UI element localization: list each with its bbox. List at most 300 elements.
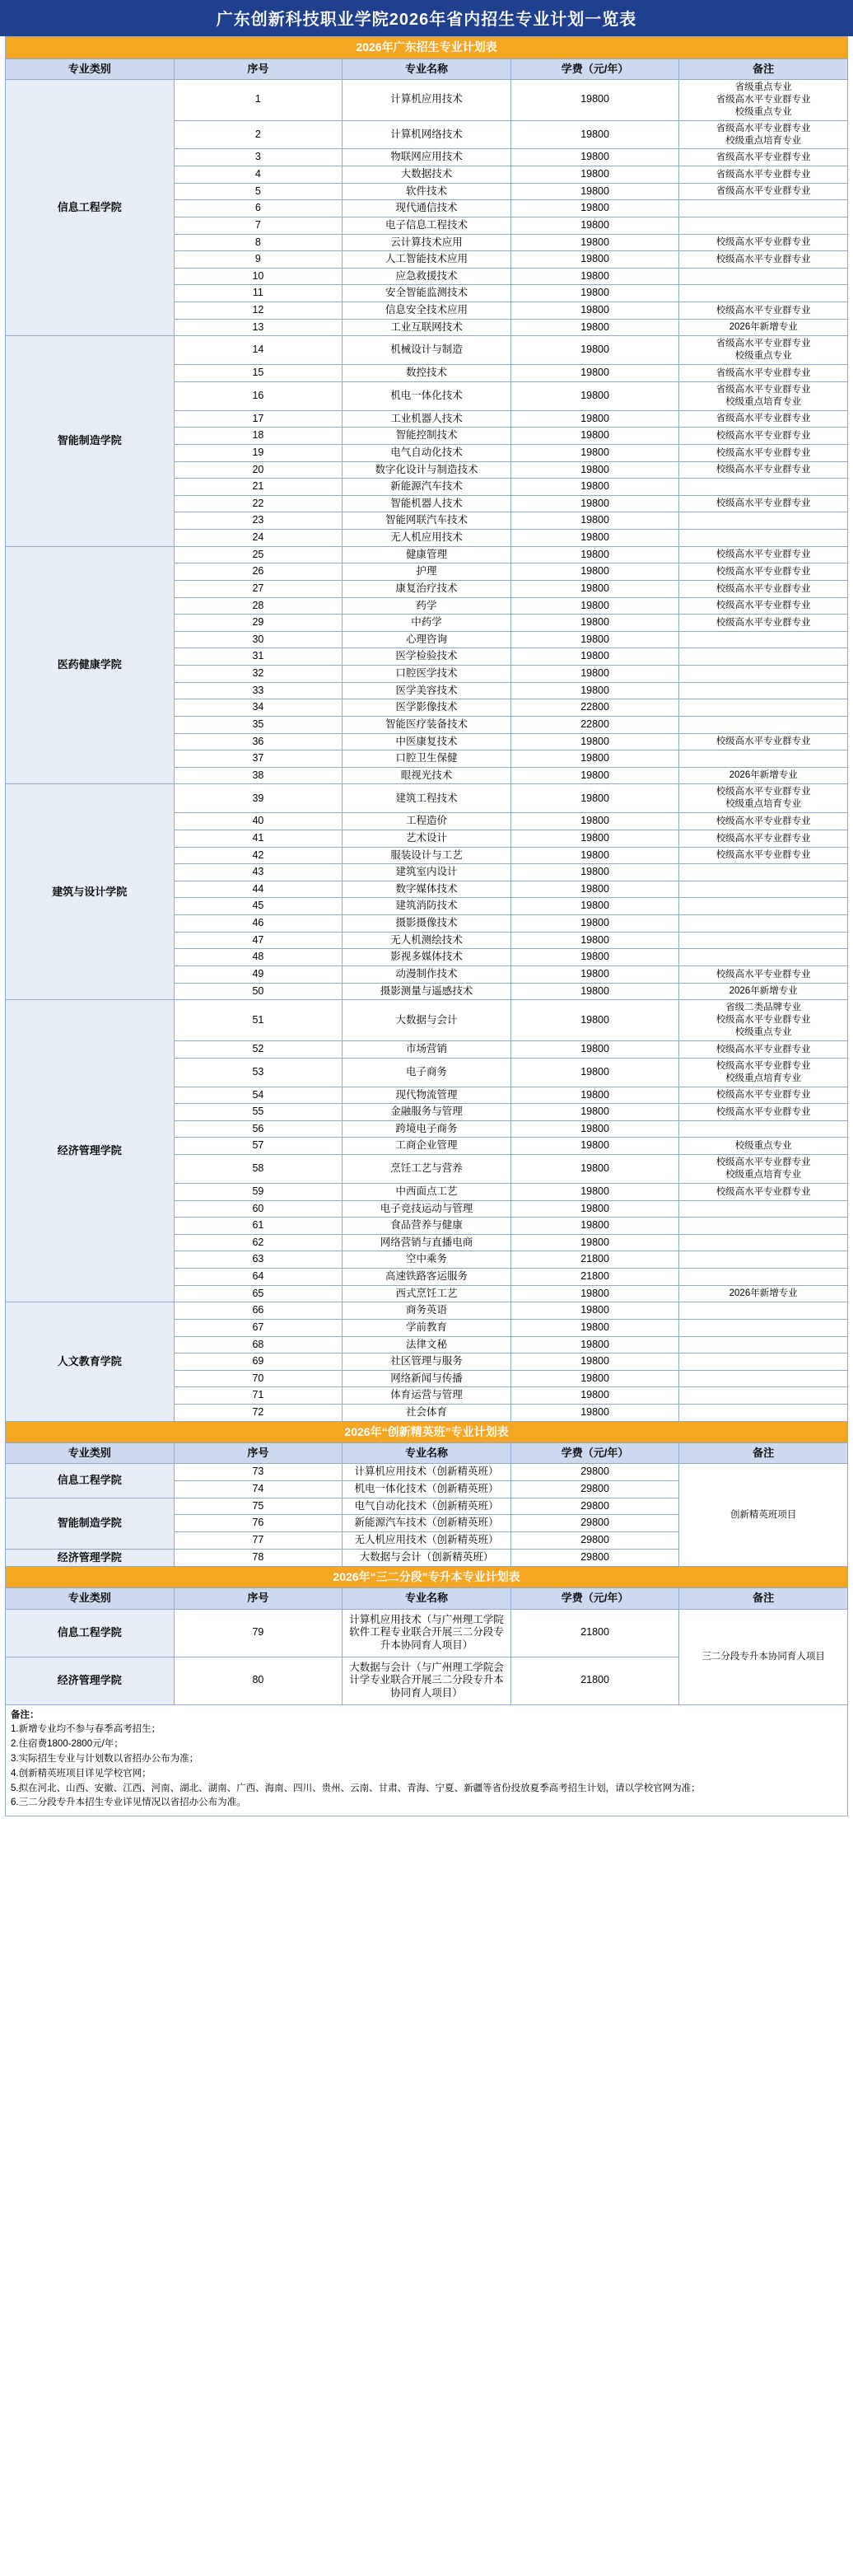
row-remark: 2026年新增专业 <box>679 983 848 1000</box>
row-name: 眼视光技术 <box>343 767 511 784</box>
row-fee: 19800 <box>510 983 679 1000</box>
row-no: 56 <box>174 1120 343 1138</box>
row-remark <box>679 915 848 933</box>
row-name: 中药学 <box>343 615 511 632</box>
row-fee: 19800 <box>510 767 679 784</box>
row-fee: 19800 <box>510 813 679 830</box>
row-no: 77 <box>174 1531 343 1549</box>
header-name: 专业名称 <box>343 1588 511 1609</box>
row-fee: 19800 <box>510 217 679 234</box>
row-fee: 19800 <box>510 631 679 648</box>
section-header-row <box>6 37 848 59</box>
row-name: 高速铁路客运服务 <box>343 1269 511 1286</box>
column-header-row-sed <box>6 1588 848 1609</box>
row-no: 11 <box>174 285 343 302</box>
row-name: 计算机网络技术 <box>343 120 511 149</box>
row-name: 市场营销 <box>343 1041 511 1059</box>
row-remark: 2026年新增专业 <box>679 767 848 784</box>
row-name: 无人机应用技术 <box>343 530 511 547</box>
row-remark <box>679 881 848 898</box>
row-name: 大数据与会计（与广州理工学院会计学专业联合开展三二分段专升本协同育人项目） <box>343 1657 511 1704</box>
row-no: 7 <box>174 217 343 234</box>
row-fee: 19800 <box>510 530 679 547</box>
row-fee: 19800 <box>510 428 679 445</box>
row-remark <box>679 716 848 733</box>
row-no: 10 <box>174 268 343 285</box>
header-no: 序号 <box>174 1443 343 1464</box>
category-cell: 信息工程学院 <box>6 1464 175 1498</box>
row-fee: 19800 <box>510 120 679 149</box>
row-name: 护理 <box>343 563 511 581</box>
row-fee: 29800 <box>510 1531 679 1549</box>
row-remark <box>679 1387 848 1405</box>
row-name: 应急救援技术 <box>343 268 511 285</box>
row-name: 新能源汽车技术 <box>343 479 511 496</box>
row-remark: 省级高水平专业群专业 <box>679 183 848 200</box>
row-fee: 19800 <box>510 381 679 410</box>
row-remark: 省级高水平专业群专业 <box>679 166 848 184</box>
row-fee: 19800 <box>510 512 679 530</box>
row-name: 工商企业管理 <box>343 1138 511 1155</box>
row-remark: 校级重点专业 <box>679 1138 848 1155</box>
row-no: 63 <box>174 1251 343 1269</box>
row-fee: 19800 <box>510 302 679 320</box>
row-no: 33 <box>174 682 343 699</box>
row-name: 建筑工程技术 <box>343 784 511 813</box>
row-remark <box>679 682 848 699</box>
header-fee: 学费（元/年） <box>510 58 679 79</box>
row-remark: 校级高水平专业群专业 <box>679 461 848 479</box>
note-item: 3.实际招生专业与计划数以省招办公布为准； <box>11 1753 199 1764</box>
row-name: 艺术设计 <box>343 830 511 847</box>
row-fee: 19800 <box>510 1302 679 1320</box>
category-cell: 信息工程学院 <box>6 1609 175 1657</box>
row-no: 66 <box>174 1302 343 1320</box>
row-name: 云计算技术应用 <box>343 234 511 251</box>
row-fee: 19800 <box>510 750 679 768</box>
header-remark: 备注 <box>679 58 848 79</box>
table-row <box>6 1464 848 1481</box>
row-remark: 校级高水平专业群专业 校级重点培育专业 <box>679 784 848 813</box>
row-name: 商务英语 <box>343 1302 511 1320</box>
row-name: 大数据技术 <box>343 166 511 184</box>
row-no: 9 <box>174 251 343 269</box>
row-remark: 校级高水平专业群专业 <box>679 302 848 320</box>
row-remark: 校级高水平专业群专业 校级重点培育专业 <box>679 1155 848 1184</box>
row-fee: 19800 <box>510 1336 679 1353</box>
row-no: 68 <box>174 1336 343 1353</box>
category-cell: 经济管理学院 <box>6 1549 175 1566</box>
row-no: 37 <box>174 750 343 768</box>
row-remark: 创新精英班项目 <box>679 1464 848 1566</box>
row-fee: 19800 <box>510 444 679 461</box>
row-name: 电子信息工程技术 <box>343 217 511 234</box>
row-no: 58 <box>174 1155 343 1184</box>
row-fee: 19800 <box>510 682 679 699</box>
row-name: 数字媒体技术 <box>343 881 511 898</box>
row-remark <box>679 932 848 949</box>
row-no: 72 <box>174 1405 343 1422</box>
row-fee: 29800 <box>510 1549 679 1566</box>
row-remark <box>679 1200 848 1218</box>
row-remark <box>679 1302 848 1320</box>
row-no: 67 <box>174 1319 343 1336</box>
row-remark: 校级高水平专业群专业 <box>679 830 848 847</box>
row-fee: 19800 <box>510 1104 679 1121</box>
row-no: 23 <box>174 512 343 530</box>
row-remark <box>679 648 848 666</box>
row-fee: 19800 <box>510 479 679 496</box>
row-no: 38 <box>174 767 343 784</box>
row-no: 6 <box>174 200 343 217</box>
row-no: 28 <box>174 597 343 615</box>
row-no: 79 <box>174 1609 343 1657</box>
row-no: 60 <box>174 1200 343 1218</box>
row-name: 医学影像技术 <box>343 699 511 717</box>
row-remark: 校级高水平专业群专业 <box>679 847 848 864</box>
row-name: 智能网联汽车技术 <box>343 512 511 530</box>
row-no: 27 <box>174 580 343 597</box>
row-name: 金融服务与管理 <box>343 1104 511 1121</box>
section-title-sanerduan: 2026年“三二分段”专升本专业计划表 <box>6 1566 848 1588</box>
row-name: 软件技术 <box>343 183 511 200</box>
category-cell: 医药健康学院 <box>6 546 175 784</box>
row-no: 3 <box>174 149 343 166</box>
row-fee: 19800 <box>510 666 679 683</box>
row-remark <box>679 1336 848 1353</box>
row-name: 机械设计与制造 <box>343 336 511 365</box>
row-remark: 校级高水平专业群专业 <box>679 1104 848 1121</box>
row-name: 建筑消防技术 <box>343 898 511 915</box>
section-header-row-elite <box>6 1421 848 1443</box>
row-no: 5 <box>174 183 343 200</box>
row-remark <box>679 530 848 547</box>
row-fee: 19800 <box>510 410 679 428</box>
header-no: 序号 <box>174 1588 343 1609</box>
row-name: 健康管理 <box>343 546 511 563</box>
row-remark <box>679 750 848 768</box>
row-remark: 校级高水平专业群专业 <box>679 1041 848 1059</box>
row-fee: 19800 <box>510 79 679 120</box>
row-fee: 19800 <box>510 1405 679 1422</box>
row-no: 25 <box>174 546 343 563</box>
row-remark: 省级高水平专业群专业 <box>679 365 848 382</box>
row-no: 26 <box>174 563 343 581</box>
category-cell: 建筑与设计学院 <box>6 784 175 1000</box>
row-name: 网络营销与直播电商 <box>343 1234 511 1251</box>
row-name: 电气自动化技术（创新精英班） <box>343 1498 511 1515</box>
row-fee: 19800 <box>510 1387 679 1405</box>
row-fee: 22800 <box>510 699 679 717</box>
row-no: 43 <box>174 864 343 881</box>
row-name: 智能机器人技术 <box>343 495 511 512</box>
row-fee: 19800 <box>510 784 679 813</box>
table-row <box>6 546 848 563</box>
row-fee: 19800 <box>510 965 679 983</box>
row-fee: 19800 <box>510 166 679 184</box>
row-no: 75 <box>174 1498 343 1515</box>
row-remark <box>679 1370 848 1387</box>
row-fee: 19800 <box>510 1200 679 1218</box>
category-cell: 智能制造学院 <box>6 336 175 546</box>
row-no: 24 <box>174 530 343 547</box>
row-fee: 19800 <box>510 932 679 949</box>
row-no: 51 <box>174 1000 343 1041</box>
row-fee: 19800 <box>510 915 679 933</box>
row-fee: 29800 <box>510 1464 679 1481</box>
row-remark: 校级高水平专业群专业 <box>679 733 848 750</box>
row-remark: 校级高水平专业群专业 <box>679 546 848 563</box>
row-fee: 19800 <box>510 1155 679 1184</box>
row-remark: 校级高水平专业群专业 校级重点培育专业 <box>679 1058 848 1087</box>
row-fee: 29800 <box>510 1515 679 1532</box>
header-fee: 学费（元/年） <box>510 1588 679 1609</box>
row-fee: 19800 <box>510 200 679 217</box>
row-fee: 19800 <box>510 580 679 597</box>
table-row <box>6 1609 848 1657</box>
row-name: 电子商务 <box>343 1058 511 1087</box>
row-remark: 校级高水平专业群专业 <box>679 580 848 597</box>
row-remark: 省级重点专业 省级高水平专业群专业 校级重点专业 <box>679 79 848 120</box>
row-no: 48 <box>174 949 343 966</box>
header-name: 专业名称 <box>343 1443 511 1464</box>
row-remark: 校级高水平专业群专业 <box>679 444 848 461</box>
row-no: 32 <box>174 666 343 683</box>
row-name: 计算机应用技术（创新精英班） <box>343 1464 511 1481</box>
row-name: 口腔医学技术 <box>343 666 511 683</box>
row-name: 康复治疗技术 <box>343 580 511 597</box>
row-name: 现代通信技术 <box>343 200 511 217</box>
row-fee: 19800 <box>510 251 679 269</box>
row-name: 信息安全技术应用 <box>343 302 511 320</box>
section-title-main: 2026年广东招生专业计划表 <box>6 37 848 59</box>
notes-block <box>5 1705 848 1817</box>
row-no: 46 <box>174 915 343 933</box>
row-no: 29 <box>174 615 343 632</box>
row-no: 2 <box>174 120 343 149</box>
row-remark <box>679 666 848 683</box>
row-no: 74 <box>174 1481 343 1498</box>
row-remark <box>679 217 848 234</box>
row-fee: 19800 <box>510 1353 679 1371</box>
row-fee: 19800 <box>510 563 679 581</box>
row-remark: 省级高水平专业群专业 <box>679 149 848 166</box>
row-remark: 校级高水平专业群专业 <box>679 428 848 445</box>
row-fee: 19800 <box>510 365 679 382</box>
row-remark: 校级高水平专业群专业 <box>679 1087 848 1104</box>
category-cell: 人文教育学院 <box>6 1302 175 1421</box>
row-no: 49 <box>174 965 343 983</box>
row-fee: 21800 <box>510 1269 679 1286</box>
row-remark <box>679 949 848 966</box>
row-name: 社会体育 <box>343 1405 511 1422</box>
row-name: 药学 <box>343 597 511 615</box>
row-no: 40 <box>174 813 343 830</box>
row-name: 工程造价 <box>343 813 511 830</box>
row-remark: 校级高水平专业群专业 <box>679 563 848 581</box>
row-fee: 19800 <box>510 648 679 666</box>
row-fee: 19800 <box>510 268 679 285</box>
notes-title: 备注： <box>11 1709 40 1720</box>
row-no: 18 <box>174 428 343 445</box>
row-fee: 19800 <box>510 847 679 864</box>
row-fee: 19800 <box>510 546 679 563</box>
row-fee: 19800 <box>510 1234 679 1251</box>
page-title: 广东创新科技职业学院2026年省内招生专业计划一览表 <box>0 0 853 36</box>
category-cell: 信息工程学院 <box>6 79 175 336</box>
row-name: 安全智能监测技术 <box>343 285 511 302</box>
row-no: 57 <box>174 1138 343 1155</box>
row-remark <box>679 898 848 915</box>
row-name: 网络新闻与传播 <box>343 1370 511 1387</box>
row-no: 65 <box>174 1285 343 1302</box>
row-name: 数控技术 <box>343 365 511 382</box>
table-row <box>6 336 848 365</box>
main-plan-table <box>5 36 848 1705</box>
row-remark <box>679 1269 848 1286</box>
section-header-row-sed <box>6 1566 848 1588</box>
row-name: 中西面点工艺 <box>343 1183 511 1200</box>
row-remark <box>679 1218 848 1235</box>
row-name: 现代物流管理 <box>343 1087 511 1104</box>
row-name: 影视多媒体技术 <box>343 949 511 966</box>
row-no: 39 <box>174 784 343 813</box>
category-cell: 智能制造学院 <box>6 1498 175 1549</box>
row-no: 21 <box>174 479 343 496</box>
row-remark <box>679 268 848 285</box>
row-no: 55 <box>174 1104 343 1121</box>
row-fee: 19800 <box>510 1087 679 1104</box>
row-fee: 19800 <box>510 183 679 200</box>
row-fee: 19800 <box>510 1138 679 1155</box>
row-name: 空中乘务 <box>343 1251 511 1269</box>
row-no: 35 <box>174 716 343 733</box>
row-fee: 19800 <box>510 949 679 966</box>
row-name: 电气自动化技术 <box>343 444 511 461</box>
row-no: 62 <box>174 1234 343 1251</box>
row-fee: 19800 <box>510 597 679 615</box>
row-no: 36 <box>174 733 343 750</box>
row-remark: 校级高水平专业群专业 <box>679 234 848 251</box>
row-remark: 省级高水平专业群专业 <box>679 410 848 428</box>
row-fee: 19800 <box>510 898 679 915</box>
row-name: 新能源汽车技术（创新精英班） <box>343 1515 511 1532</box>
row-fee: 19800 <box>510 319 679 336</box>
row-name: 计算机应用技术 <box>343 79 511 120</box>
note-item: 5.拟在河北、山西、安徽、江西、河南、湖北、湖南、广西、海南、四川、贵州、云南、甘肃、青海、宁夏、新疆等省份投放夏季高考招生计划，请以学校官网为准； <box>11 1783 701 1793</box>
row-remark: 2026年新增专业 <box>679 1285 848 1302</box>
row-fee: 19800 <box>510 1041 679 1059</box>
row-name: 电子竞技运动与管理 <box>343 1200 511 1218</box>
row-no: 61 <box>174 1218 343 1235</box>
section-title-elite: 2026年“创新精英班”专业计划表 <box>6 1421 848 1443</box>
row-no: 44 <box>174 881 343 898</box>
row-no: 64 <box>174 1269 343 1286</box>
row-name: 工业机器人技术 <box>343 410 511 428</box>
row-remark: 省级高水平专业群专业 校级重点培育专业 <box>679 381 848 410</box>
row-no: 80 <box>174 1657 343 1704</box>
row-remark <box>679 699 848 717</box>
row-fee: 19800 <box>510 234 679 251</box>
row-name: 物联网应用技术 <box>343 149 511 166</box>
row-no: 59 <box>174 1183 343 1200</box>
row-name: 口腔卫生保健 <box>343 750 511 768</box>
row-remark: 校级高水平专业群专业 <box>679 1183 848 1200</box>
row-name: 西式烹饪工艺 <box>343 1285 511 1302</box>
row-fee: 19800 <box>510 615 679 632</box>
row-name: 社区管理与服务 <box>343 1353 511 1371</box>
row-remark: 2026年新增专业 <box>679 319 848 336</box>
row-remark <box>679 1251 848 1269</box>
row-no: 34 <box>174 699 343 717</box>
table-row <box>6 1302 848 1320</box>
column-header-row-elite <box>6 1443 848 1464</box>
note-item: 6.三二分段专升本招生专业详见情况以省招办公布为准。 <box>11 1798 246 1808</box>
row-remark <box>679 1234 848 1251</box>
note-item: 1.新增专业均不参与春季高考招生； <box>11 1724 161 1735</box>
row-name: 医学美容技术 <box>343 682 511 699</box>
row-no: 76 <box>174 1515 343 1532</box>
row-fee: 19800 <box>510 461 679 479</box>
row-fee: 21800 <box>510 1609 679 1657</box>
row-no: 54 <box>174 1087 343 1104</box>
row-no: 50 <box>174 983 343 1000</box>
note-item: 4.创新精英班项目详见学校官网； <box>11 1768 151 1779</box>
row-no: 8 <box>174 234 343 251</box>
header-no: 序号 <box>174 58 343 79</box>
row-no: 12 <box>174 302 343 320</box>
row-fee: 19800 <box>510 285 679 302</box>
row-name: 跨境电子商务 <box>343 1120 511 1138</box>
row-name: 计算机应用技术（与广州理工学院软件工程专业联合开展三二分段专升本协同育人项目） <box>343 1609 511 1657</box>
row-name: 智能控制技术 <box>343 428 511 445</box>
row-remark: 校级高水平专业群专业 <box>679 813 848 830</box>
row-no: 52 <box>174 1041 343 1059</box>
table-row <box>6 784 848 813</box>
row-remark: 校级高水平专业群专业 <box>679 251 848 269</box>
column-header-row <box>6 58 848 79</box>
row-no: 70 <box>174 1370 343 1387</box>
row-remark: 省级高水平专业群专业 校级重点培育专业 <box>679 120 848 149</box>
row-fee: 19800 <box>510 733 679 750</box>
row-no: 45 <box>174 898 343 915</box>
row-name: 摄影摄像技术 <box>343 915 511 933</box>
row-fee: 19800 <box>510 1120 679 1138</box>
row-no: 13 <box>174 319 343 336</box>
row-no: 17 <box>174 410 343 428</box>
row-name: 食品营养与健康 <box>343 1218 511 1235</box>
row-no: 69 <box>174 1353 343 1371</box>
row-name: 无人机应用技术（创新精英班） <box>343 1531 511 1549</box>
row-fee: 19800 <box>510 495 679 512</box>
row-remark: 校级高水平专业群专业 <box>679 965 848 983</box>
row-fee: 22800 <box>510 716 679 733</box>
table-row <box>6 1000 848 1041</box>
row-no: 16 <box>174 381 343 410</box>
row-no: 53 <box>174 1058 343 1087</box>
row-remark: 校级高水平专业群专业 <box>679 597 848 615</box>
header-remark: 备注 <box>679 1443 848 1464</box>
row-fee: 21800 <box>510 1251 679 1269</box>
row-remark: 校级高水平专业群专业 <box>679 615 848 632</box>
row-fee: 19800 <box>510 149 679 166</box>
row-no: 20 <box>174 461 343 479</box>
row-remark: 省级高水平专业群专业 校级重点专业 <box>679 336 848 365</box>
row-no: 19 <box>174 444 343 461</box>
row-no: 73 <box>174 1464 343 1481</box>
row-fee: 19800 <box>510 864 679 881</box>
row-no: 14 <box>174 336 343 365</box>
